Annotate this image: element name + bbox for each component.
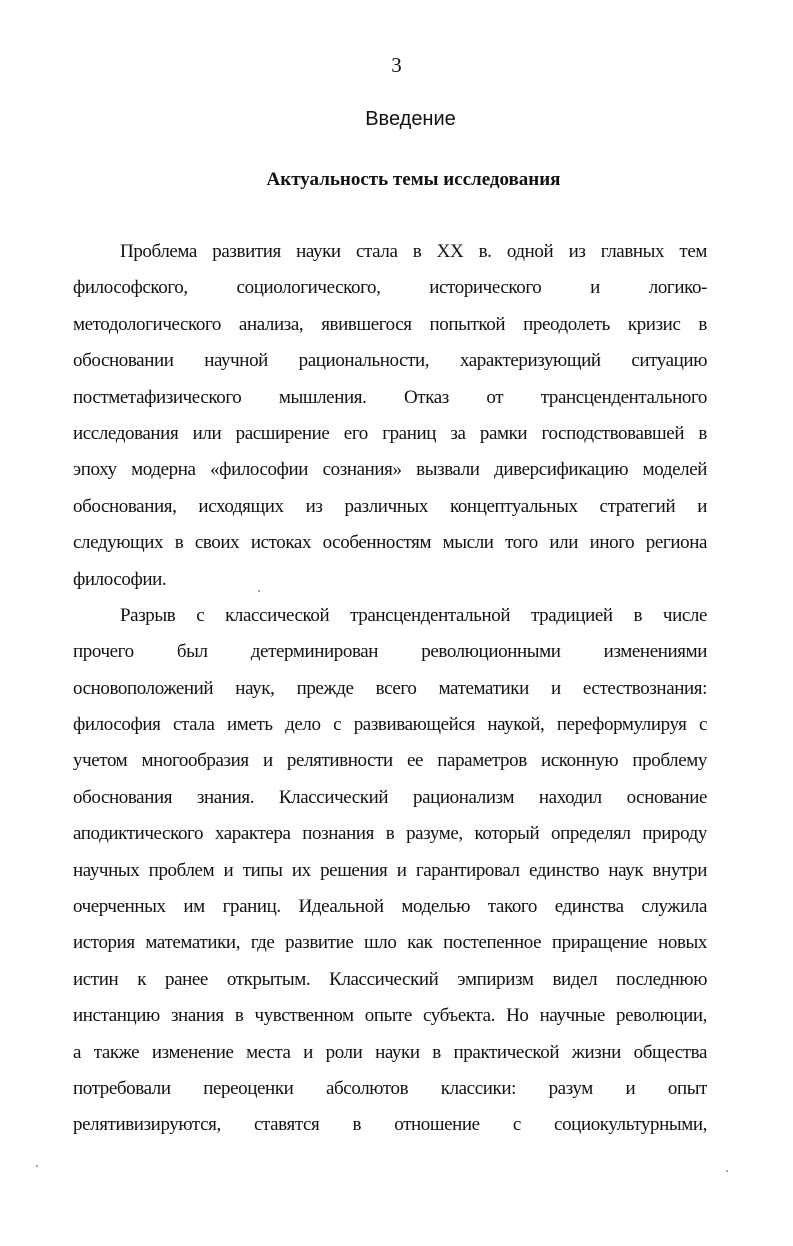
paragraph-2 [73,598,707,1144]
text-line: обосновании научной рациональности, характеризующий ситуацию [73,350,707,372]
body-text [73,234,707,1144]
text-line: Проблема развития науки стала в XX в. одной из главных тем [120,241,707,262]
scan-speck [36,1165,38,1167]
scan-speck [726,1170,728,1172]
text-line: исследования или расширение его границ за рамки господствовавшей в [73,422,707,444]
text-line: история математики, где развитие шло как постепенное приращение новых [73,932,707,954]
subsection-title: Актуальность темы исследования [266,169,561,190]
text-line: истин к ранее открытым. Классический эмпиризм видел последнюю [73,968,707,990]
text-line: философия стала иметь дело с развивающейся наукой, переформулируя с [73,714,707,736]
text-line: очерченных им границ. Идеальной моделью такого единства служила [73,896,707,918]
text-line: релятивизируются, ставятся в отношение с социокультурными, [73,1114,707,1136]
text-line: методологического анализа, явившегося попыткой преодолеть кризис в [73,313,707,335]
text-line: философского, социологического, исторического и логико- [73,277,707,299]
text-line: постметафизического мышления. Отказ от трансцендентального [73,386,707,408]
scan-speck [258,590,260,592]
text-line: учетом многообразия и релятивности ее параметров исконную проблему [73,750,707,772]
section-title: Введение [365,108,456,130]
text-line: эпоху модерна «философии сознания» вызвали диверсификацию моделей [73,459,707,481]
text-line: обоснования знания. Классический рационализм находил основание [73,786,707,808]
text-line: научных проблем и типы их решения и гарантировал единство наук внутри [73,859,707,881]
text-line: прочего был детерминирован революционными изменениями [73,641,707,663]
text-line: инстанцию знания в чувственном опыте субъекта. Но научные революции, [73,1005,707,1027]
text-line: а также изменение места и роли науки в практической жизни общества [73,1041,707,1063]
text-line: следующих в своих истоках особенностям мысли того или иного региона [73,532,707,554]
paragraph-1 [73,234,707,598]
text-line: основоположений наук, прежде всего математики и естествознания: [73,677,707,699]
text-line: Разрыв с классической трансцендентальной традицией в числе [120,604,707,626]
text-line: философии. [73,568,167,590]
page-number: 3 [391,53,402,77]
text-line: аподиктического характера познания в разуме, который определял природу [73,823,707,845]
text-line: потребовали переоценки абсолютов классики: разум и опыт [73,1077,707,1099]
text-line: обоснования, исходящих из различных концептуальных стратегий и [73,495,707,517]
